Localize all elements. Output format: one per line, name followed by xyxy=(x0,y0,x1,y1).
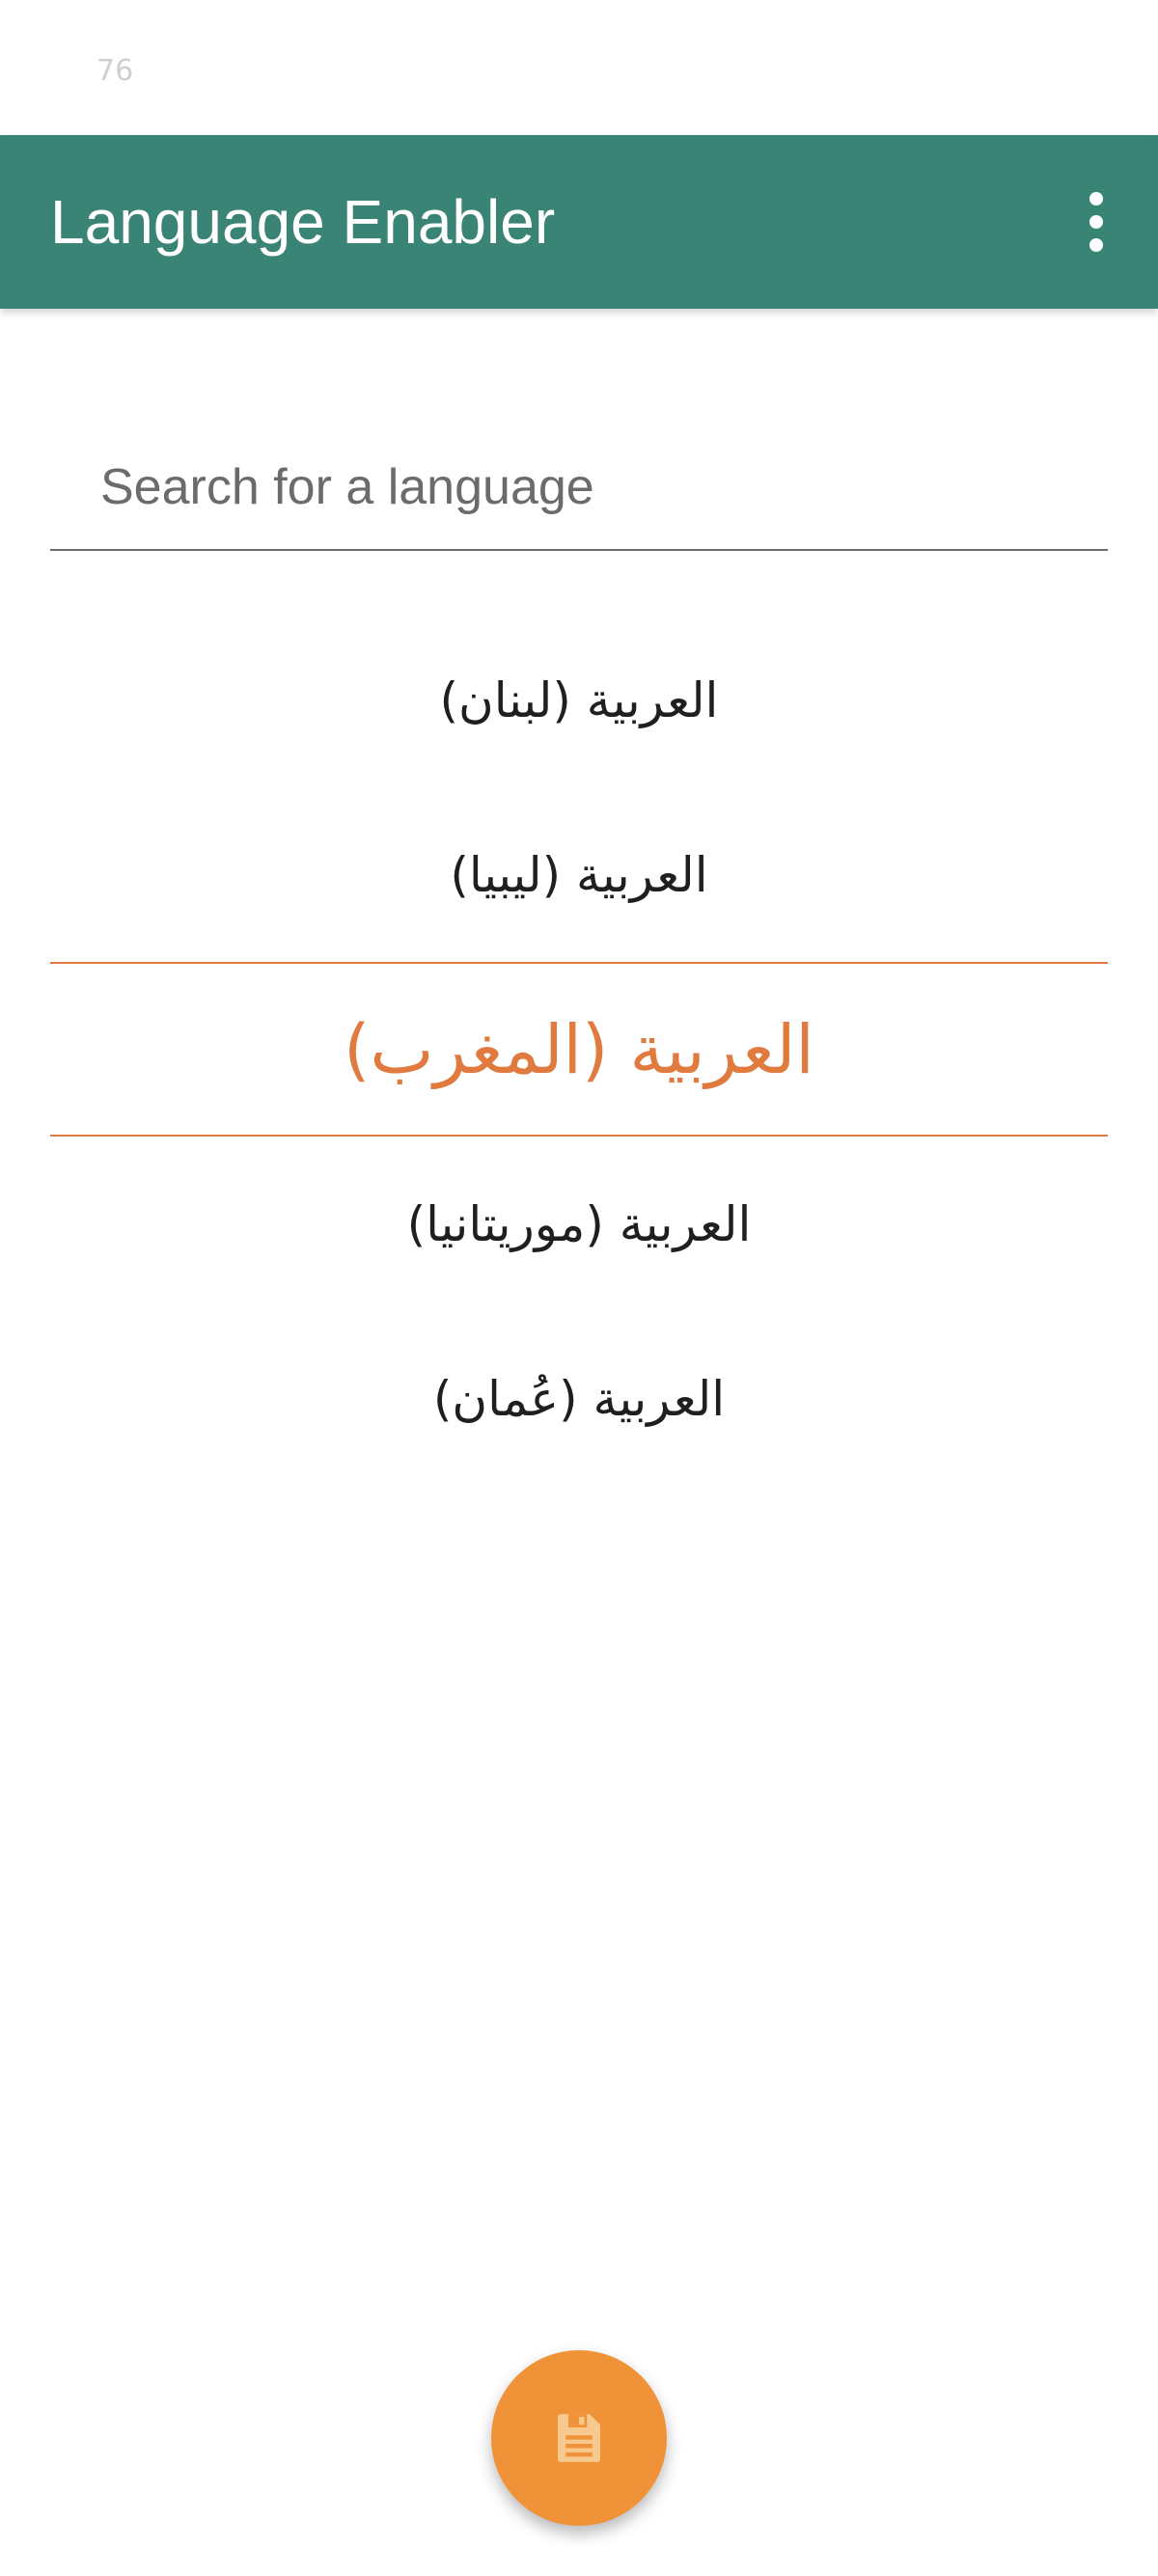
language-label: العربية (لبنان) xyxy=(439,671,719,728)
app-title: Language Enabler xyxy=(50,187,556,257)
language-list xyxy=(50,613,1108,1486)
language-item-selected[interactable] xyxy=(50,962,1108,1137)
language-item[interactable] xyxy=(50,613,1108,787)
save-icon xyxy=(547,2406,611,2470)
language-label: العربية (عُمان) xyxy=(432,1370,726,1427)
search-input[interactable] xyxy=(100,458,1065,516)
search-field xyxy=(50,400,1108,551)
menu-dot xyxy=(1089,238,1103,252)
menu-dot xyxy=(1089,192,1103,206)
more-vert-icon[interactable] xyxy=(1069,183,1123,260)
status-bar xyxy=(0,0,1158,135)
status-text: 76 xyxy=(96,54,134,88)
language-item[interactable] xyxy=(50,787,1108,962)
save-button[interactable] xyxy=(491,2350,667,2526)
language-item[interactable] xyxy=(50,1137,1108,1311)
language-label: العربية (ليبيا) xyxy=(450,846,708,903)
language-item[interactable] xyxy=(50,1311,1108,1486)
app-bar xyxy=(0,135,1158,309)
language-label: العربية (المغرب) xyxy=(344,1009,814,1089)
language-label: العربية (موريتانيا) xyxy=(406,1195,752,1252)
menu-dot xyxy=(1089,215,1103,229)
